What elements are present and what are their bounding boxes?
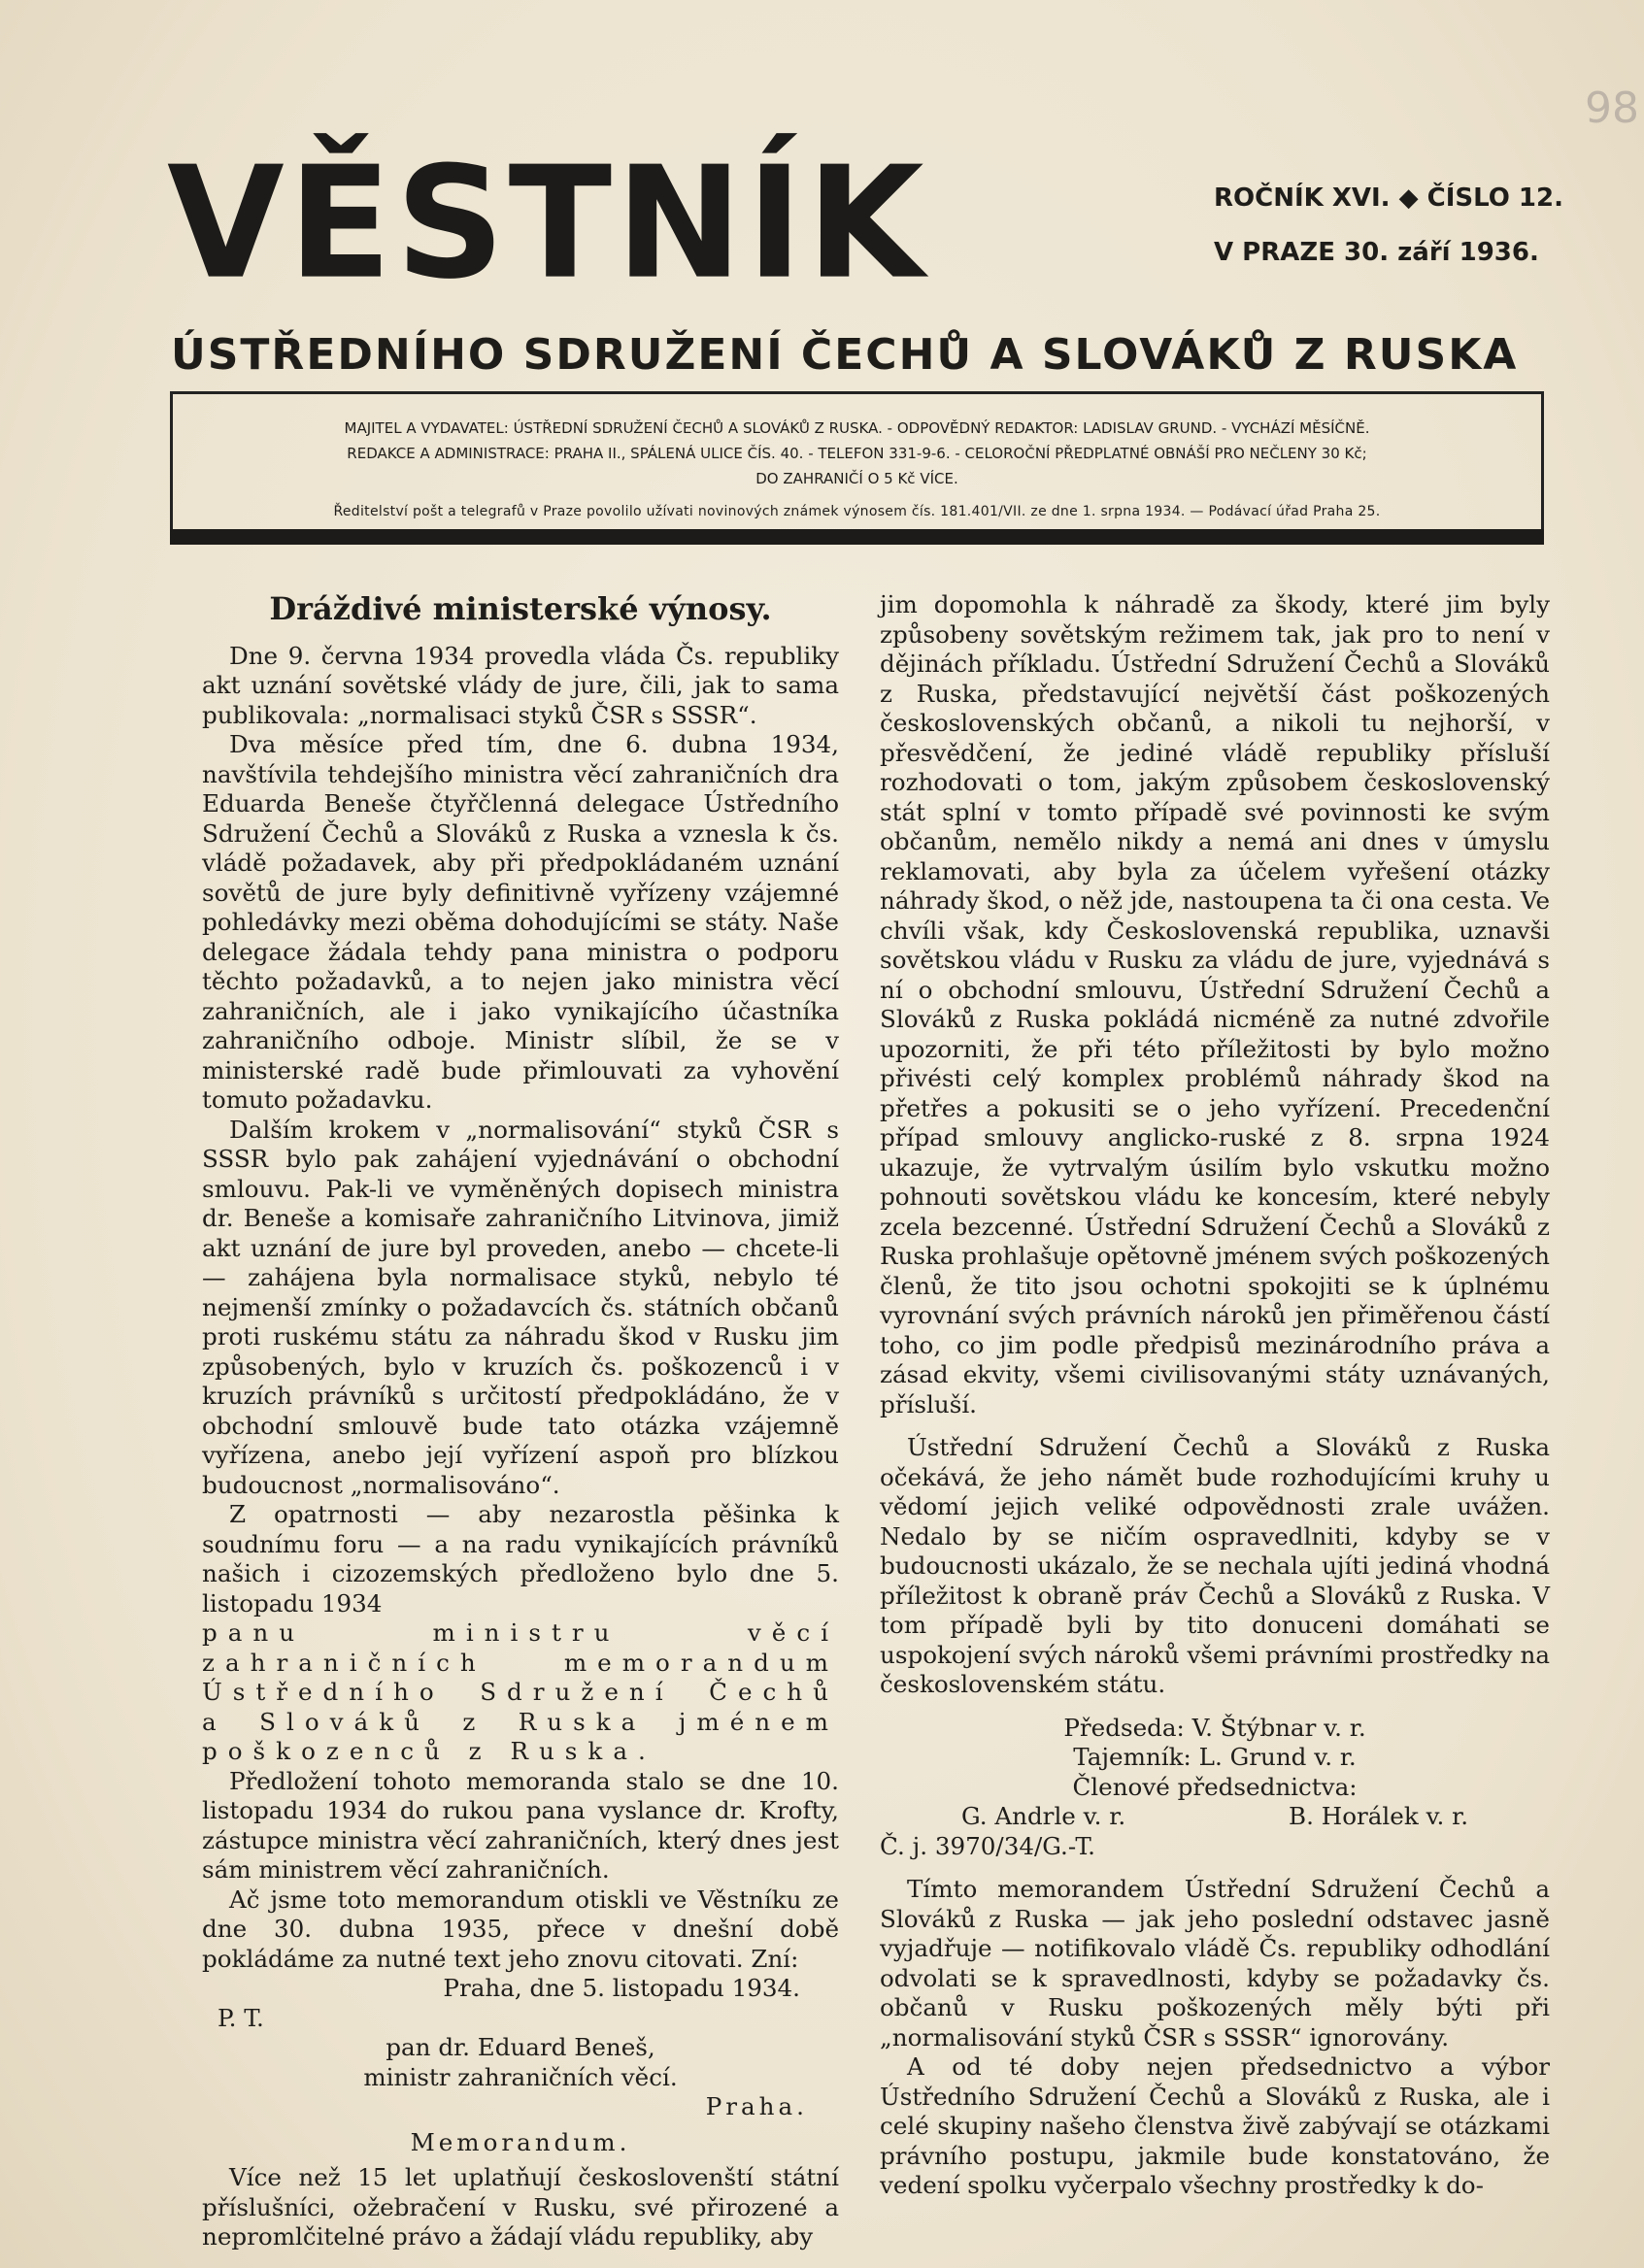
masthead-title: VĚSTNÍK: [167, 132, 928, 314]
issue-date: V PRAZE 30. září 1936.: [1214, 238, 1539, 267]
article-paragraph: Ač jsme toto memorandum otiskli ve Věstníku ze dne 30. dubna 1935, přece v dnešní době pokládáme za nutné text jeho znovu citovati. Zní:: [202, 1884, 839, 1973]
publisher-info-box: [170, 391, 1544, 529]
article-paragraph-spaced: panu ministru věcí zahraničních memorandum Ústředního Sdružení Čechů a Slováků z Ruska jménem poškozenců z Ruska.: [202, 1618, 839, 1765]
foreign-subscription-line: DO ZAHRANIČÍ O 5 Kč VÍCE.: [755, 470, 958, 487]
article-paragraph: Dalším krokem v „normalisování“ styků ČSR s SSSR bylo pak zahájení vyjednávání o obchodní smlouvu. Pak-li ve vyměněných dopisech ministra dr. Beneše a komisaře zahraničního Litvinova, jimiž akt uznání de jure byl proveden, anebo — chcete-li — zahájena byla normalisace styků, nebylo té nejmenší zmínky o požadavcích čs. státních občanů proti ruskému státu za náhradu škod v Rusku jim způsobených, bylo v kruzích čs. poškozenců i v kruzích právníků s určitostí předpokládáno, že v obchodní smlouvě bude tato otázka vzájemně vyřízena, anebo její vyřízení aspoň pro blízkou budoucnost „normalisováno“.: [202, 1115, 839, 1499]
article-paragraph: Ústřední Sdružení Čechů a Slováků z Ruska očekává, že jeho námět bude rozhodujícími kruhy u vědomí jejich veliké odpovědnosti zrale uvážen. Nedalo by se ničím ospravedlniti, kdyby se v budoucnosti ukázalo, že se nechala ujíti jediná vhodná příležitost k obraně práv Čechů a Slováků z Ruska. V tom případě byli by tito donuceni domáhati se uspokojení svých nároků všemi právními prostředky na československém státu.: [880, 1433, 1550, 1698]
signature-board-member: G. Andrle v. r.: [960, 1802, 1126, 1830]
article-paragraph: Předložení tohoto memoranda stalo se dne 10. listopadu 1934 do rukou pana vyslance dr. Krofty, zástupce ministra věcí zahraničních, který dnes jest sám ministrem věcí zahraničních.: [202, 1766, 839, 1884]
memo-recipient-title: ministr zahraničních věcí.: [363, 2062, 678, 2091]
memo-salutation: P. T.: [218, 2003, 264, 2032]
signature-board-member: B. Horálek v. r.: [1289, 1802, 1469, 1830]
memo-place-date: Praha, dne 5. listopadu 1934.: [443, 1974, 800, 2002]
masthead-subtitle: ÚSTŘEDNÍHO SDRUŽENÍ ČECHŮ A SLOVÁKŮ Z RUSKA: [171, 330, 1519, 380]
masthead-rule: [170, 529, 1544, 545]
volume-issue: ROČNÍK XVI. ◆ ČÍSLO 12.: [1214, 183, 1563, 213]
article-paragraph: jim dopomohla k náhradě za škody, které jim byly způsobeny sovětským režimem tak, jak pro to není v dějinách příkladu. Ústřední Sdružení Čechů a Slováků z Ruska, představující největší část poškozených československých občanů, a nikoli tu nejhorší, v přesvědčení, že jediné vládě republiky přísluší rozhodovati o tom, jakým způsobem československý stát splní v tomto případě své povinnosti ke svým občanům, nemělo nikdy a nemá ani dnes v úmyslu reklamovati, aby byla za účelem vyřešení otázky náhrady škod, o něž jde, nastoupena ta či ona cesta. Ve chvíli však, kdy Československá republika, uznavši sovětskou vládu v Rusku za vládu de jure, vyjednává s ní o obchodní smlouvu, Ústřední Sdružení Čechů a Slováků z Ruska pokládá nicméně za nutné zdvořile upozorniti, že při této příležitosti by bylo možno přivésti celý komplex problémů náhrady škod na přetřes a pokusiti se o jeho vyřízení. Precedenční případ smlouvy anglicko-ruské z 8. srpna 1924 ukazuje, že vytrvalým úsilím bylo vskutku možno pohnouti sovětskou vládu ke koncesím, které nebyly zcela bezcenné. Ústřední Sdružení Čechů a Slováků z Ruska prohlašuje opětovně jménem svých poškozených členů, že tito jsou ochotni spokojiti se k úplnému vyrovnání svých právních nároků jen přiměřenou částí toho, co jim podle předpisů mezinárodního práva a zásad ekvity, všemi civilisovanými státy uznávaných, přísluší.: [880, 590, 1551, 1418]
article-title: Dráždivé ministerské výnosy.: [269, 590, 772, 627]
postal-permit-line: Ředitelství pošt a telegrafů v Praze povolilo užívati novinových známek výnosem čís. 181.401/VII. ze dne 1. srpna 1934. — Podávací úřad Praha 25.: [333, 504, 1381, 519]
article-paragraph: A od té doby nejen předsednictvo a výbor Ústředního Sdružení Čechů a Slováků z Ruska, ale i celé skupiny našeho členstva živě zabývají se otázkami právního postupu, jakmile bude konstatováno, že vedení spolku vyčerpalo všechny prostředky k do-: [880, 2052, 1550, 2199]
article-paragraph: Více než 15 let uplatňují českoslovenští státní příslušníci, ožebračení v Rusku, své přirozené a nepromlčitelné právo a žádají vládu republiky, aby: [202, 2163, 839, 2251]
publisher-line: MAJITEL A VYDAVATEL: ÚSTŘEDNÍ SDRUŽENÍ ČECHŮ A SLOVÁKŮ Z RUSKA. - ODPOVĚDNÝ REDAKTOR: LADISLAV GRUND. - VYCHÁZÍ MĚSÍČNĚ.: [344, 419, 1370, 437]
article-column-left: [202, 581, 839, 2252]
memo-recipient-name: pan dr. Eduard Beneš,: [386, 2033, 655, 2061]
article-column-right: [880, 590, 1550, 2201]
masthead-issue-info: [1214, 171, 1563, 280]
memo-heading: Memorandum.: [410, 2127, 631, 2156]
article-paragraph: Tímto memorandem Ústřední Sdružení Čechů a Slováků z Ruska — jak jeho poslední odstavec jasně vyjadřuje — notifikovalo vládě Čs. republiky odhodlání odvolati se k spravedlnosti, kdyby se požadavky čs. občanů v Rusku poškozených měly býti při „normalisování styků ČSR s SSSR“ ignorovány.: [880, 1875, 1550, 2051]
signature-chairman: Předseda: V. Štýbnar v. r.: [1063, 1713, 1366, 1742]
article-paragraph: Dne 9. června 1934 provedla vláda Čs. republiky akt uznání sovětské vlády de jure, čili, jak to sama publikovala: „normalisaci styků ČSR s SSSR“.: [202, 641, 839, 729]
article-paragraph: Z opatrnosti — aby nezarostla pěšinka k soudnímu foru — a na radu vynikajících právníků našich i cizozemských předloženo bylo dne 5. listopadu 1934: [202, 1500, 839, 1618]
editorial-address-line: REDAKCE A ADMINISTRACE: PRAHA II., SPÁLENÁ ULICE ČÍS. 40. - TELEFON 331-9-6. - CELOROČNÍ PŘEDPLATNÉ OBNÁŠÍ PRO NEČLENY 30 Kč;: [347, 445, 1367, 462]
article-paragraph: Dva měsíce před tím, dne 6. dubna 1934, navštívila tehdejšího ministra věcí zahraničních dra Eduarda Beneše čtyřčlenná delegace Ústředního Sdružení Čechů a Slováků z Ruska a vznesla k čs. vládě požadavek, aby při předpokládaném uznání sovětů de jure byly definitivně vyřízeny vzájemné pohledávky mezi oběma dohodujícími se státy. Naše delegace žádala tehdy pana ministra o podporu těchto požadavků, a to nejen jako ministra věcí zahraničních, ale i jako vynikajícího účastníka zahraničního odboje. Ministr slíbil, že se v ministerské radě bude přimlouvati za vyhovění tomuto požadavku.: [202, 730, 839, 1114]
reference-number: Č. j. 3970/34/G.-T.: [880, 1831, 1095, 1860]
signature-secretary: Tajemník: L. Grund v. r.: [1073, 1743, 1357, 1771]
board-heading: Členové předsednictva:: [1072, 1772, 1358, 1801]
pencil-page-number: 98: [1585, 83, 1639, 133]
board-signatures: [880, 1802, 1550, 1832]
memo-recipient-city: Praha.: [705, 2092, 808, 2120]
